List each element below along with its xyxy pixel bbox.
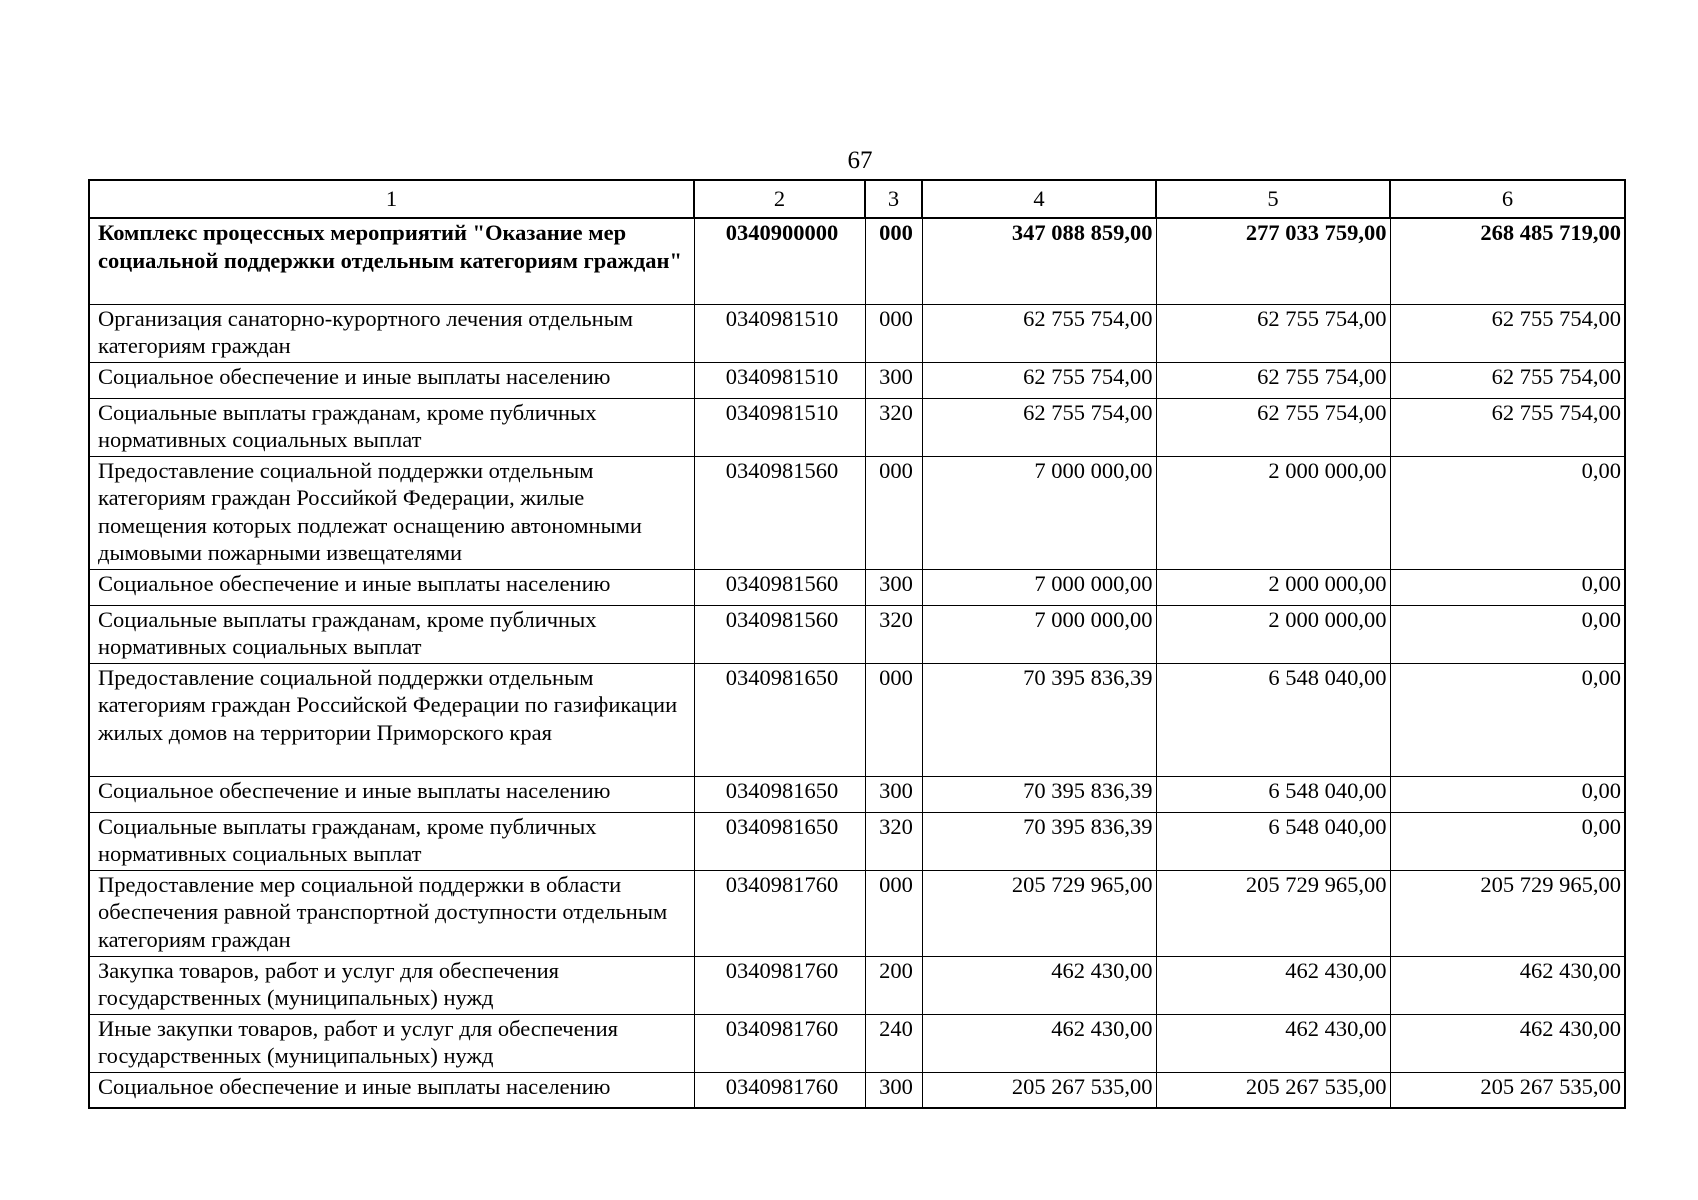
header-cell: 5 — [1156, 180, 1390, 218]
row-name: Предоставление социальной поддержки отдельным категориям граждан Российской Федерации по газификации жилых домов на территории Приморского края — [89, 663, 694, 776]
table-row — [89, 1014, 1625, 1072]
row-type: 000 — [865, 870, 922, 956]
table-row — [89, 362, 1625, 398]
row-sum-3: 62 755 754,00 — [1390, 362, 1625, 398]
row-code: 0340981510 — [694, 398, 865, 456]
row-sum-1: 70 395 836,39 — [922, 812, 1156, 870]
row-type: 320 — [865, 398, 922, 456]
row-sum-1: 205 729 965,00 — [922, 870, 1156, 956]
header-cell: 6 — [1390, 180, 1625, 218]
table-row — [89, 304, 1625, 362]
row-sum-2: 2 000 000,00 — [1156, 456, 1390, 569]
row-code: 0340981560 — [694, 605, 865, 663]
row-sum-1: 70 395 836,39 — [922, 663, 1156, 776]
row-sum-1: 62 755 754,00 — [922, 398, 1156, 456]
row-type: 000 — [865, 304, 922, 362]
row-sum-3: 205 267 535,00 — [1390, 1072, 1625, 1108]
row-sum-3: 0,00 — [1390, 776, 1625, 812]
row-sum-1: 62 755 754,00 — [922, 304, 1156, 362]
row-code: 0340981760 — [694, 956, 865, 1014]
row-type: 320 — [865, 812, 922, 870]
header-cell: 4 — [922, 180, 1156, 218]
row-name: Социальные выплаты гражданам, кроме публичных нормативных социальных выплат — [89, 812, 694, 870]
row-name: Социальное обеспечение и иные выплаты населению — [89, 1072, 694, 1108]
row-sum-2: 205 729 965,00 — [1156, 870, 1390, 956]
row-code: 0340981560 — [694, 456, 865, 569]
row-type: 000 — [865, 218, 922, 304]
row-sum-3: 62 755 754,00 — [1390, 398, 1625, 456]
row-name: Закупка товаров, работ и услуг для обеспечения государственных (муниципальных) нужд — [89, 956, 694, 1014]
row-type: 300 — [865, 1072, 922, 1108]
row-sum-2: 6 548 040,00 — [1156, 812, 1390, 870]
header-cell: 1 — [89, 180, 694, 218]
row-name: Комплекс процессных мероприятий "Оказание мер социальной поддержки отдельным категориям граждан" — [89, 218, 694, 304]
row-code: 0340981560 — [694, 569, 865, 605]
row-sum-2: 205 267 535,00 — [1156, 1072, 1390, 1108]
row-name: Социальные выплаты гражданам, кроме публичных нормативных социальных выплат — [89, 398, 694, 456]
row-sum-3: 462 430,00 — [1390, 956, 1625, 1014]
row-sum-1: 62 755 754,00 — [922, 362, 1156, 398]
row-code: 0340981760 — [694, 870, 865, 956]
row-sum-1: 7 000 000,00 — [922, 456, 1156, 569]
row-sum-3: 462 430,00 — [1390, 1014, 1625, 1072]
row-sum-2: 62 755 754,00 — [1156, 398, 1390, 456]
page-number: 67 — [847, 147, 873, 174]
row-sum-3: 0,00 — [1390, 605, 1625, 663]
row-type: 240 — [865, 1014, 922, 1072]
row-sum-3: 62 755 754,00 — [1390, 304, 1625, 362]
row-sum-2: 62 755 754,00 — [1156, 362, 1390, 398]
row-sum-3: 268 485 719,00 — [1390, 218, 1625, 304]
table-row — [89, 456, 1625, 569]
row-type: 300 — [865, 776, 922, 812]
row-sum-2: 462 430,00 — [1156, 1014, 1390, 1072]
row-sum-2: 6 548 040,00 — [1156, 776, 1390, 812]
row-sum-3: 0,00 — [1390, 569, 1625, 605]
table-row — [89, 398, 1625, 456]
row-sum-1: 205 267 535,00 — [922, 1072, 1156, 1108]
row-sum-2: 2 000 000,00 — [1156, 605, 1390, 663]
row-name: Иные закупки товаров, работ и услуг для обеспечения государственных (муниципальных) нужд — [89, 1014, 694, 1072]
row-type: 300 — [865, 362, 922, 398]
row-type: 200 — [865, 956, 922, 1014]
table-row — [89, 870, 1625, 956]
row-name: Социальное обеспечение и иные выплаты населению — [89, 776, 694, 812]
row-code: 0340981650 — [694, 812, 865, 870]
row-sum-1: 347 088 859,00 — [922, 218, 1156, 304]
row-code: 0340981510 — [694, 304, 865, 362]
row-code: 0340981650 — [694, 663, 865, 776]
table-row — [89, 663, 1625, 776]
row-sum-2: 462 430,00 — [1156, 956, 1390, 1014]
row-sum-3: 205 729 965,00 — [1390, 870, 1625, 956]
row-sum-1: 70 395 836,39 — [922, 776, 1156, 812]
row-code: 0340981510 — [694, 362, 865, 398]
header-cell: 2 — [694, 180, 865, 218]
row-name: Предоставление социальной поддержки отдельным категориям граждан Российкой Федерации, жилые помещения которых подлежат оснащению автономными дымовыми пожарными извещателями — [89, 456, 694, 569]
row-type: 300 — [865, 569, 922, 605]
row-code: 0340981760 — [694, 1072, 865, 1108]
row-sum-1: 462 430,00 — [922, 956, 1156, 1014]
row-sum-2: 62 755 754,00 — [1156, 304, 1390, 362]
row-sum-2: 2 000 000,00 — [1156, 569, 1390, 605]
table-row — [89, 218, 1625, 304]
row-sum-2: 277 033 759,00 — [1156, 218, 1390, 304]
row-sum-3: 0,00 — [1390, 663, 1625, 776]
row-sum-1: 7 000 000,00 — [922, 569, 1156, 605]
row-code: 0340981760 — [694, 1014, 865, 1072]
row-sum-1: 7 000 000,00 — [922, 605, 1156, 663]
budget-table — [88, 179, 1626, 1109]
row-type: 320 — [865, 605, 922, 663]
header-row — [89, 180, 1625, 218]
row-code: 0340981650 — [694, 776, 865, 812]
row-sum-3: 0,00 — [1390, 812, 1625, 870]
row-sum-1: 462 430,00 — [922, 1014, 1156, 1072]
row-name: Социальное обеспечение и иные выплаты населению — [89, 362, 694, 398]
table-row — [89, 569, 1625, 605]
row-name: Социальное обеспечение и иные выплаты населению — [89, 569, 694, 605]
row-name: Организация санаторно-курортного лечения отдельным категориям граждан — [89, 304, 694, 362]
row-name: Предоставление мер социальной поддержки в области обеспечения равной транспортной доступности отдельным категориям граждан — [89, 870, 694, 956]
table-row — [89, 812, 1625, 870]
table-row — [89, 1072, 1625, 1108]
row-code: 0340900000 — [694, 218, 865, 304]
table-row — [89, 776, 1625, 812]
row-sum-2: 6 548 040,00 — [1156, 663, 1390, 776]
row-sum-3: 0,00 — [1390, 456, 1625, 569]
row-type: 000 — [865, 663, 922, 776]
row-name: Социальные выплаты гражданам, кроме публичных нормативных социальных выплат — [89, 605, 694, 663]
header-cell: 3 — [865, 180, 922, 218]
row-type: 000 — [865, 456, 922, 569]
table-row — [89, 605, 1625, 663]
table-row — [89, 956, 1625, 1014]
